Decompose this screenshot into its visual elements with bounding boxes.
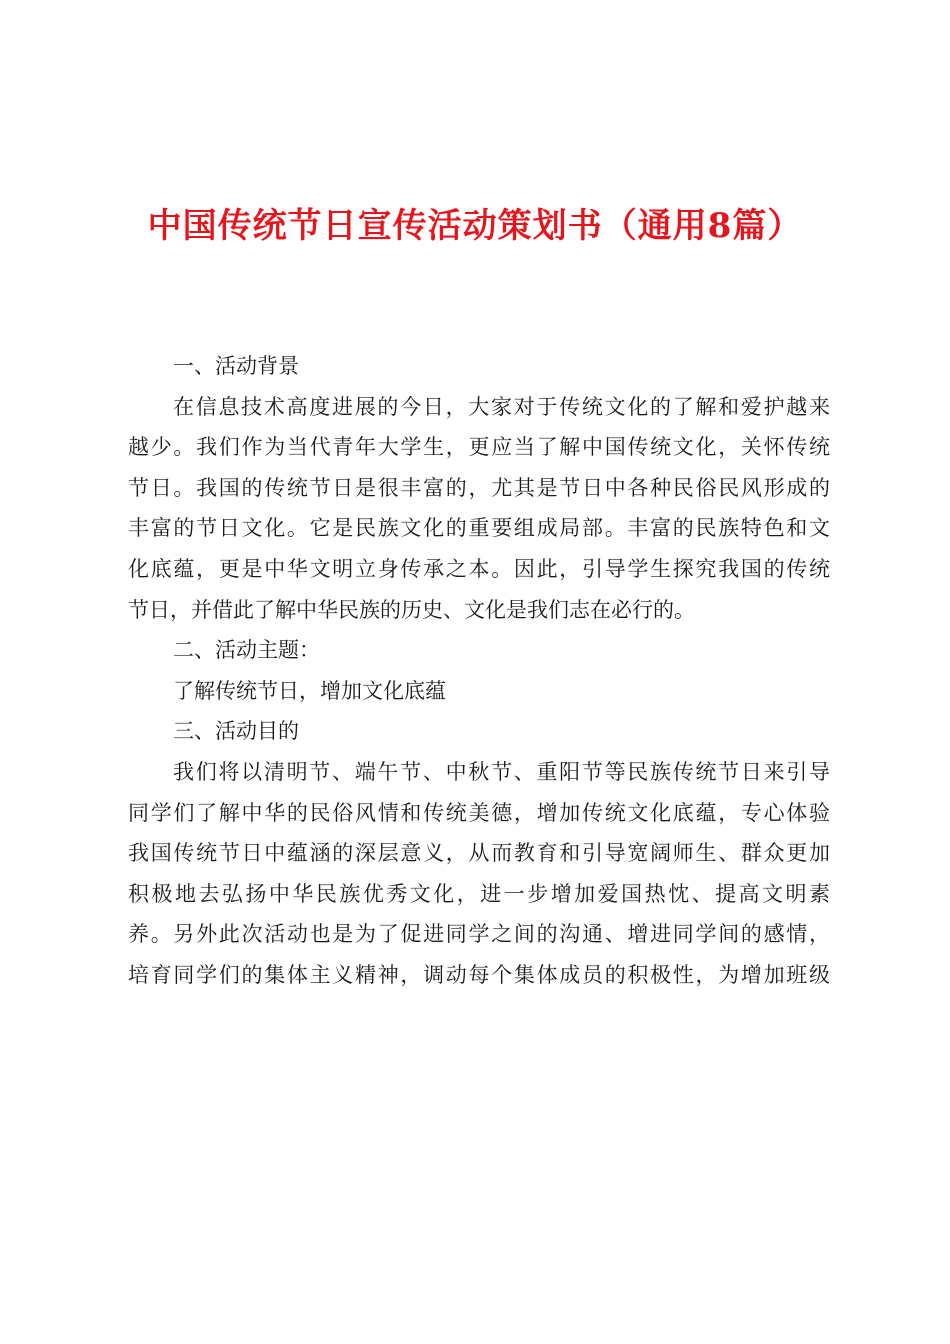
paragraph-line: 在信息技术高度进展的今日，大家对于传统文化的了解和爱护越来 — [173, 394, 830, 419]
paragraph-line: 同学们了解中华的民俗风情和传统美德，增加传统文化底蕴，专心体验 — [128, 800, 830, 825]
paragraph-line: 了解传统节日，增加文化底蕴 — [173, 678, 446, 703]
paragraph-line: 越少。我们作为当代青年大学生，更应当了解中国传统文化，关怀传统 — [128, 435, 830, 460]
section-heading-background: 一、活动背景 — [173, 354, 299, 378]
document-title: 中国传统节日宣传活动策划书（通用8篇） — [147, 206, 803, 246]
paragraph-line: 积极地去弘扬中华民族优秀文化，进一步增加爱国热忱、提高文明素 — [128, 881, 830, 906]
paragraph-line: 培育同学们的集体主义精神，调动每个集体成员的积极性，为增加班级 — [128, 962, 830, 987]
paragraph-line: 养。另外此次活动也是为了促进同学之间的沟通、增进同学间的感情， — [128, 922, 830, 947]
paragraph-line: 节日。我国的传统节日是很丰富的，尤其是节日中各种民俗民风形成的 — [128, 475, 830, 500]
paragraph-line: 我们将以清明节、端午节、中秋节、重阳节等民族传统节日来引导 — [173, 759, 830, 784]
paragraph-line: 我国传统节日中蕴涵的深层意义，从而教育和引导宽阔师生、群众更加 — [128, 841, 830, 866]
section-heading-theme: 二、活动主题： — [173, 638, 320, 663]
section-heading-purpose: 三、活动目的 — [173, 719, 299, 744]
paragraph-line: 节日，并借此了解中华民族的历史、文化是我们志在必行的。 — [128, 597, 695, 622]
paragraph-line: 化底蕴，更是中华文明立身传承之本。因此，引导学生探究我国的传统 — [128, 556, 830, 581]
paragraph-line: 丰富的节日文化。它是民族文化的重要组成局部。丰富的民族特色和文 — [128, 516, 830, 541]
document-body — [128, 346, 830, 996]
